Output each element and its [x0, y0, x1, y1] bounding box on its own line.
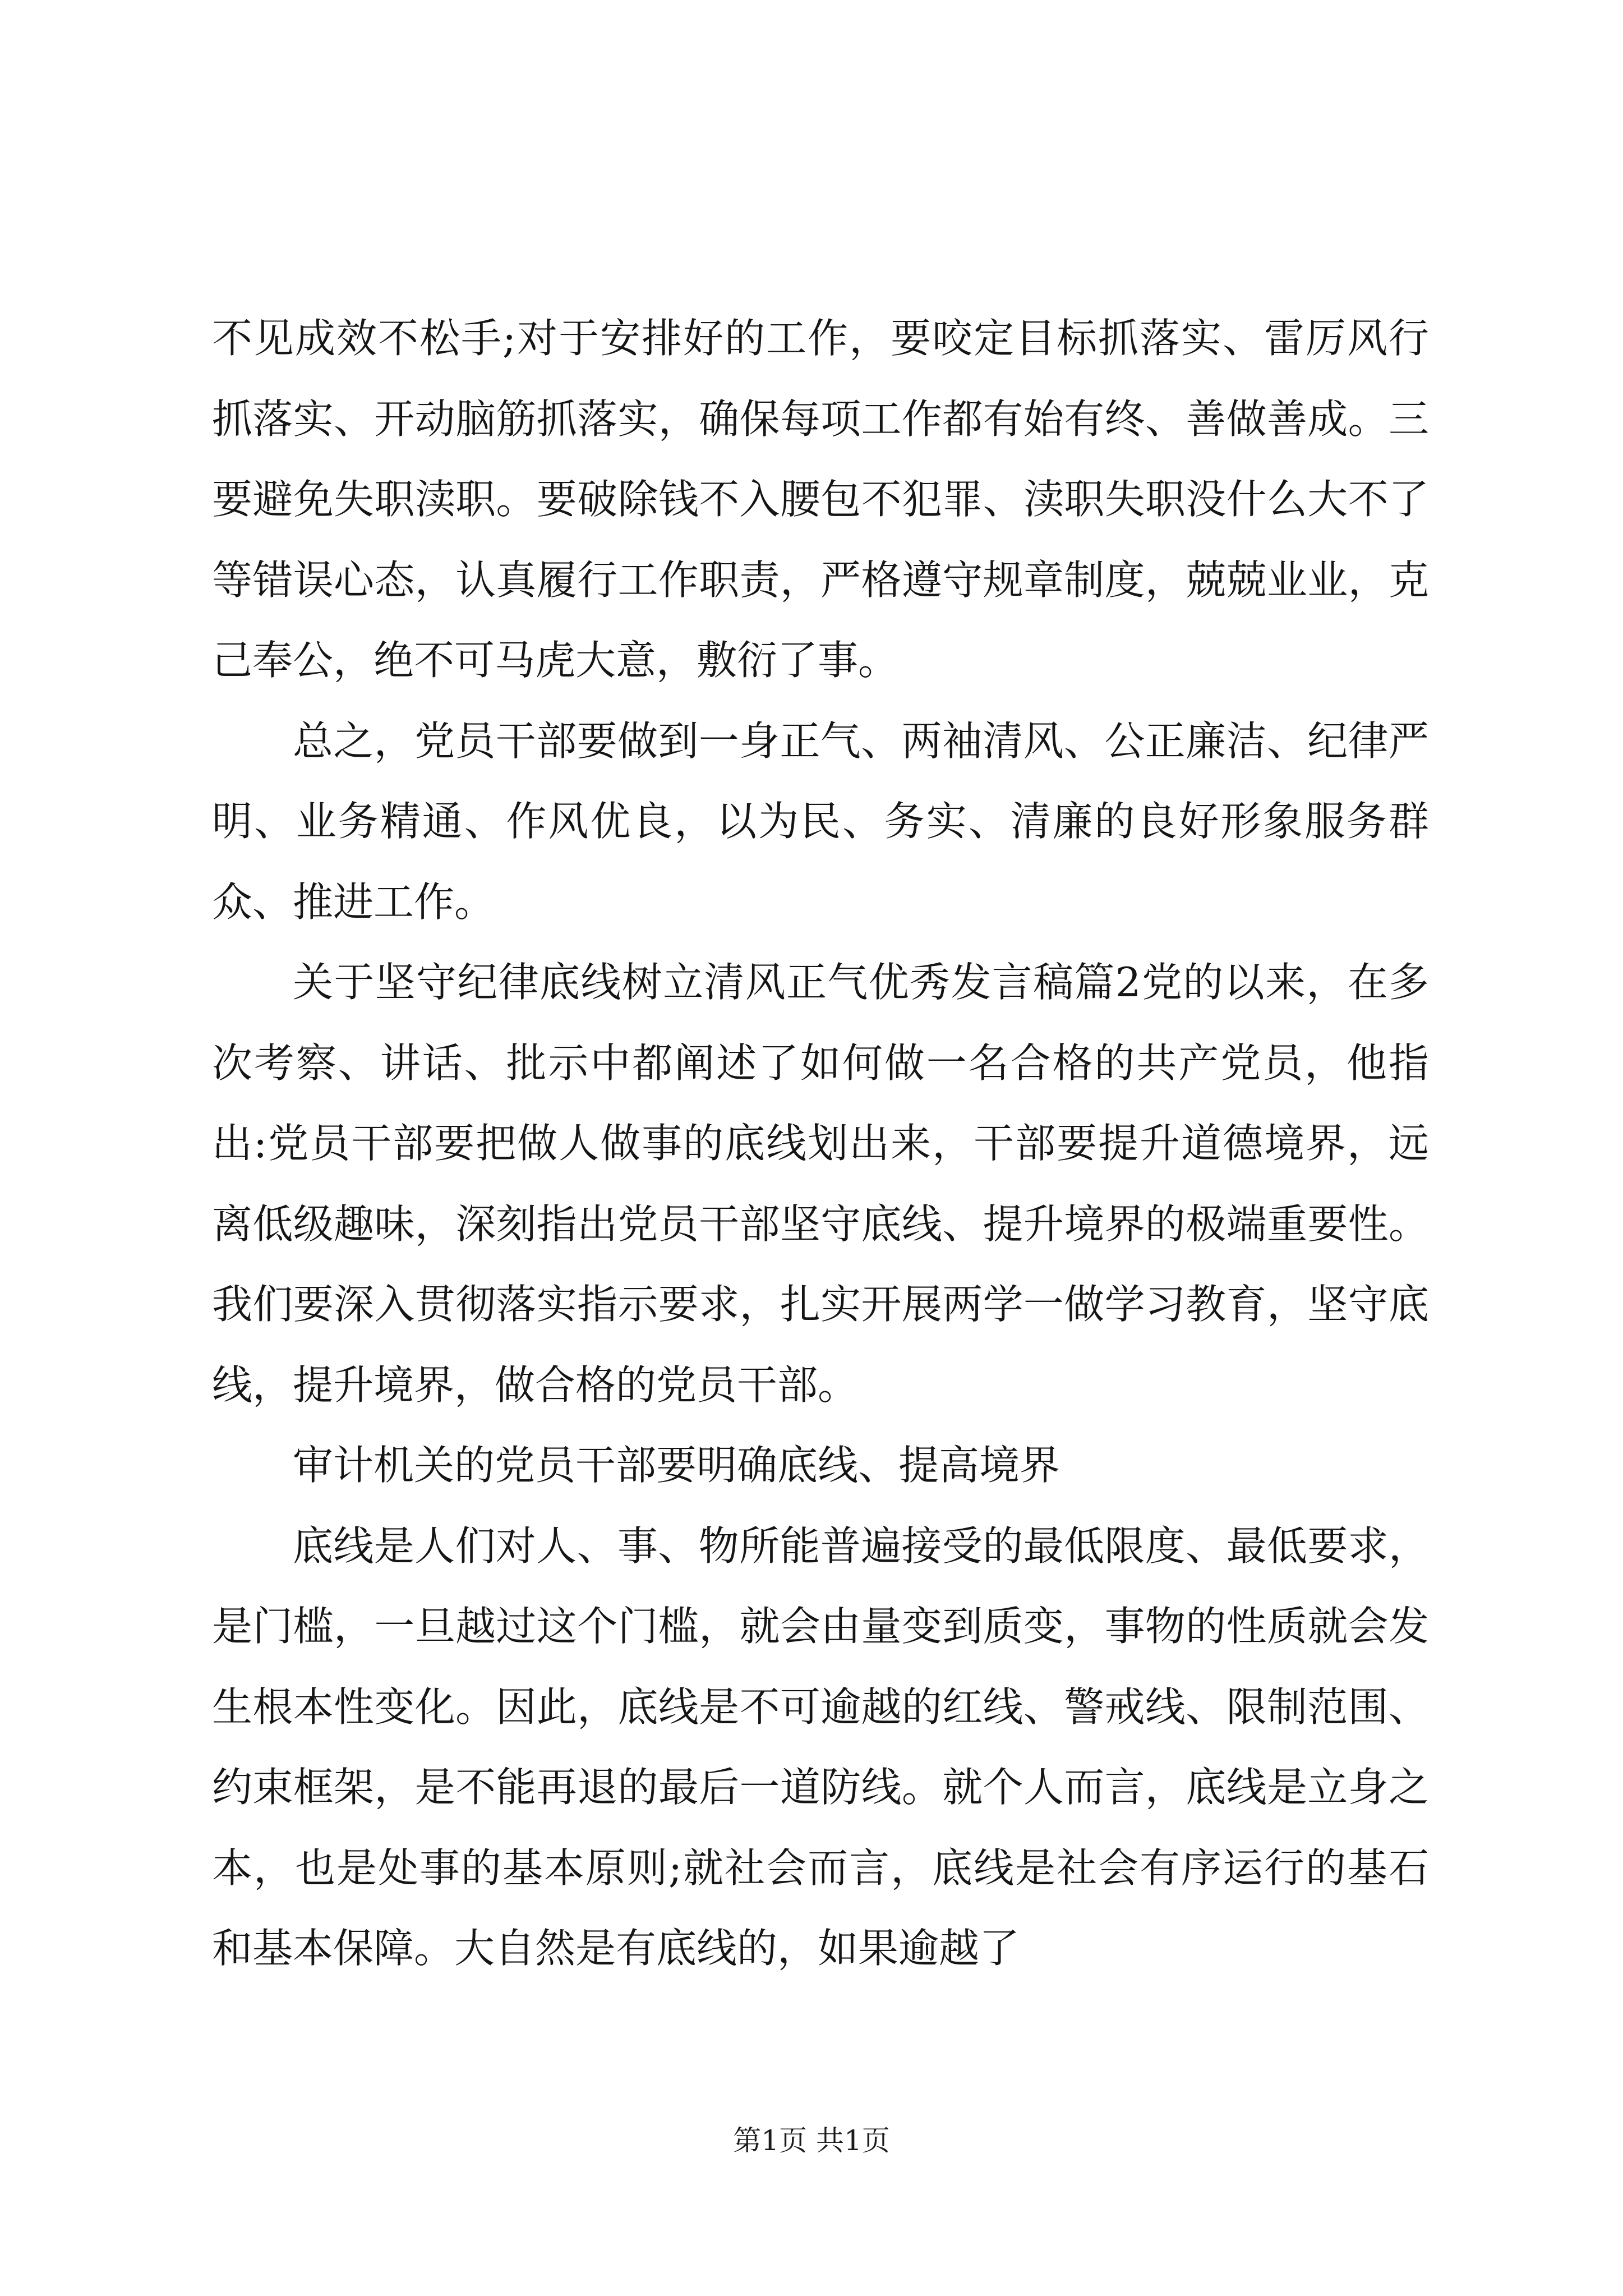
paragraph-speech-intro: 关于坚守纪律底线树立清风正气优秀发言稿篇2党的以来，在多次考察、讲话、批示中都阐述了如何做一名合格的共产党员，他指出:党员干部要把做人做事的底线划出来，干部要提升道德境界，远离低级趣味，深刻指出党员干部坚守底线、提升境界的极端重要性。我们要深入贯彻落实指示要求，扎实开展两学一做学习教育，坚守底线，提升境界，做合格的党员干部。 — [212, 959, 1429, 1409]
page-footer: 第1页 共1页 — [733, 2124, 890, 2157]
paragraph-summary: 总之，党员干部要做到一身正气、两袖清风、公正廉洁、纪律严明、业务精通、作风优良，以为民、务实、清廉的良好形象服务群众、推进工作。 — [212, 717, 1429, 926]
paragraph-continued: 不见成效不松手;对于安排好的工作，要咬定目标抓落实、雷厉风行抓落实、开动脑筋抓落实，确保每项工作都有始有终、善做善成。三要避免失职渎职。要破除钱不入腰包不犯罪、渎职失职没什么大不了等错误心态，认真履行工作职责，严格遵守规章制度，兢兢业业，克己奉公，绝不可马虎大意，敷衍了事。 — [212, 315, 1429, 684]
document-body — [212, 298, 1429, 1989]
paragraph-heading: 审计机关的党员干部要明确底线、提高境界 — [293, 1442, 1061, 1489]
paragraph-bottom-line: 底线是人们对人、事、物所能普遍接受的最低限度、最低要求，是门槛，一旦越过这个门槛，就会由量变到质变，事物的性质就会发生根本性变化。因此，底线是不可逾越的红线、警戒线、限制范围、约束框架，是不能再退的最后一道防线。就个人而言，底线是立身之本，也是处事的基本原则;就社会而言，底线是社会有序运行的基石和基本保障。大自然是有底线的，如果逾越了 — [212, 1522, 1429, 1972]
